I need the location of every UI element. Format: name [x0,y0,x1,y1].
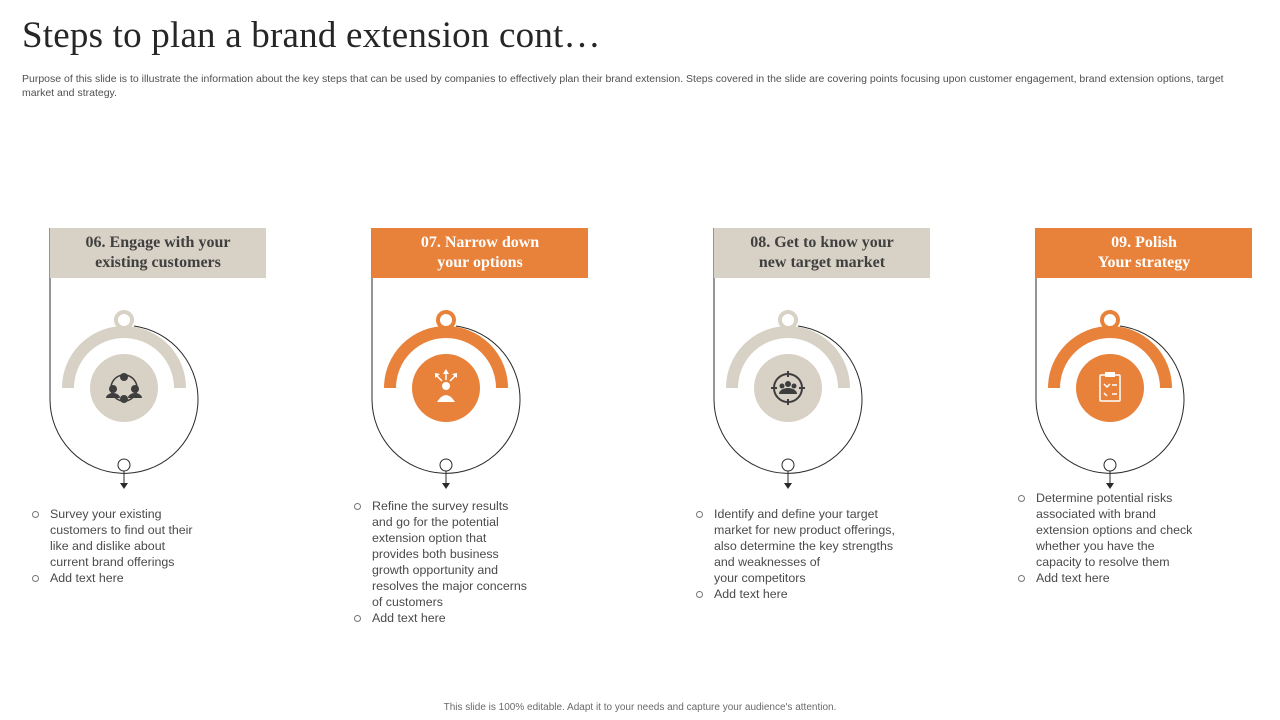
list-item: Determine potential risks associated with brand extension options and check whether you have the capacity to resolve them [1012,490,1192,570]
gauge-knob [1102,312,1118,328]
list-item: Refine the survey results and go for the potential extension option that provides both business growth opportunity and resolves the major concerns of customers [348,498,527,610]
step-08-heading: 08. Get to know your new target market [750,234,894,271]
timeline-node [1104,459,1116,471]
timeline-node [440,459,452,471]
page-title: Steps to plan a brand extension cont… [22,15,601,56]
step-08-bullets [690,506,895,602]
step-06-heading-box [50,228,266,278]
list-item: Survey your existing customers to find out their like and dislike about current brand offerings [26,506,193,570]
step-09-heading: 09. Polish Your strategy [1097,234,1191,271]
timeline-node [118,459,130,471]
step-06-card [0,228,240,648]
step-09-card [986,228,1226,648]
step-06-bullets [26,506,193,586]
step-07-card [322,228,562,648]
list-item: Add text here [1012,570,1192,586]
list-item: Add text here [348,610,527,626]
gauge-knob [438,312,454,328]
step-08-heading-box [714,228,930,278]
icon-circle [1076,354,1144,422]
page-subtitle: Purpose of this slide is to illustrate the information about the key steps that can be used by companies to effectively plan their brand extension. Steps covered in the slide are covering points focusing upon customer engagement, brand extension options, target market and strategy. [22,73,1224,99]
gauge-knob [780,312,796,328]
gauge-knob [116,312,132,328]
step-07-bullets [348,498,527,626]
timeline-node [782,459,794,471]
list-item: Add text here [690,586,895,602]
step-09-bullets [1012,490,1192,586]
step-08-card [664,228,904,648]
footer-note: This slide is 100% editable. Adapt it to your needs and capture your audience's attention. [443,702,837,713]
list-item: Add text here [26,570,193,586]
step-09-heading-box [1036,228,1252,278]
step-07-heading-box [372,228,588,278]
step-07-heading: 07. Narrow down your options [420,234,540,271]
step-06-heading: 06. Engage with your existing customers [85,234,231,271]
list-item: Identify and define your target market for new product offerings, also determine the key strengths and weaknesses of your competitors [690,506,895,586]
icon-circle [90,354,158,422]
